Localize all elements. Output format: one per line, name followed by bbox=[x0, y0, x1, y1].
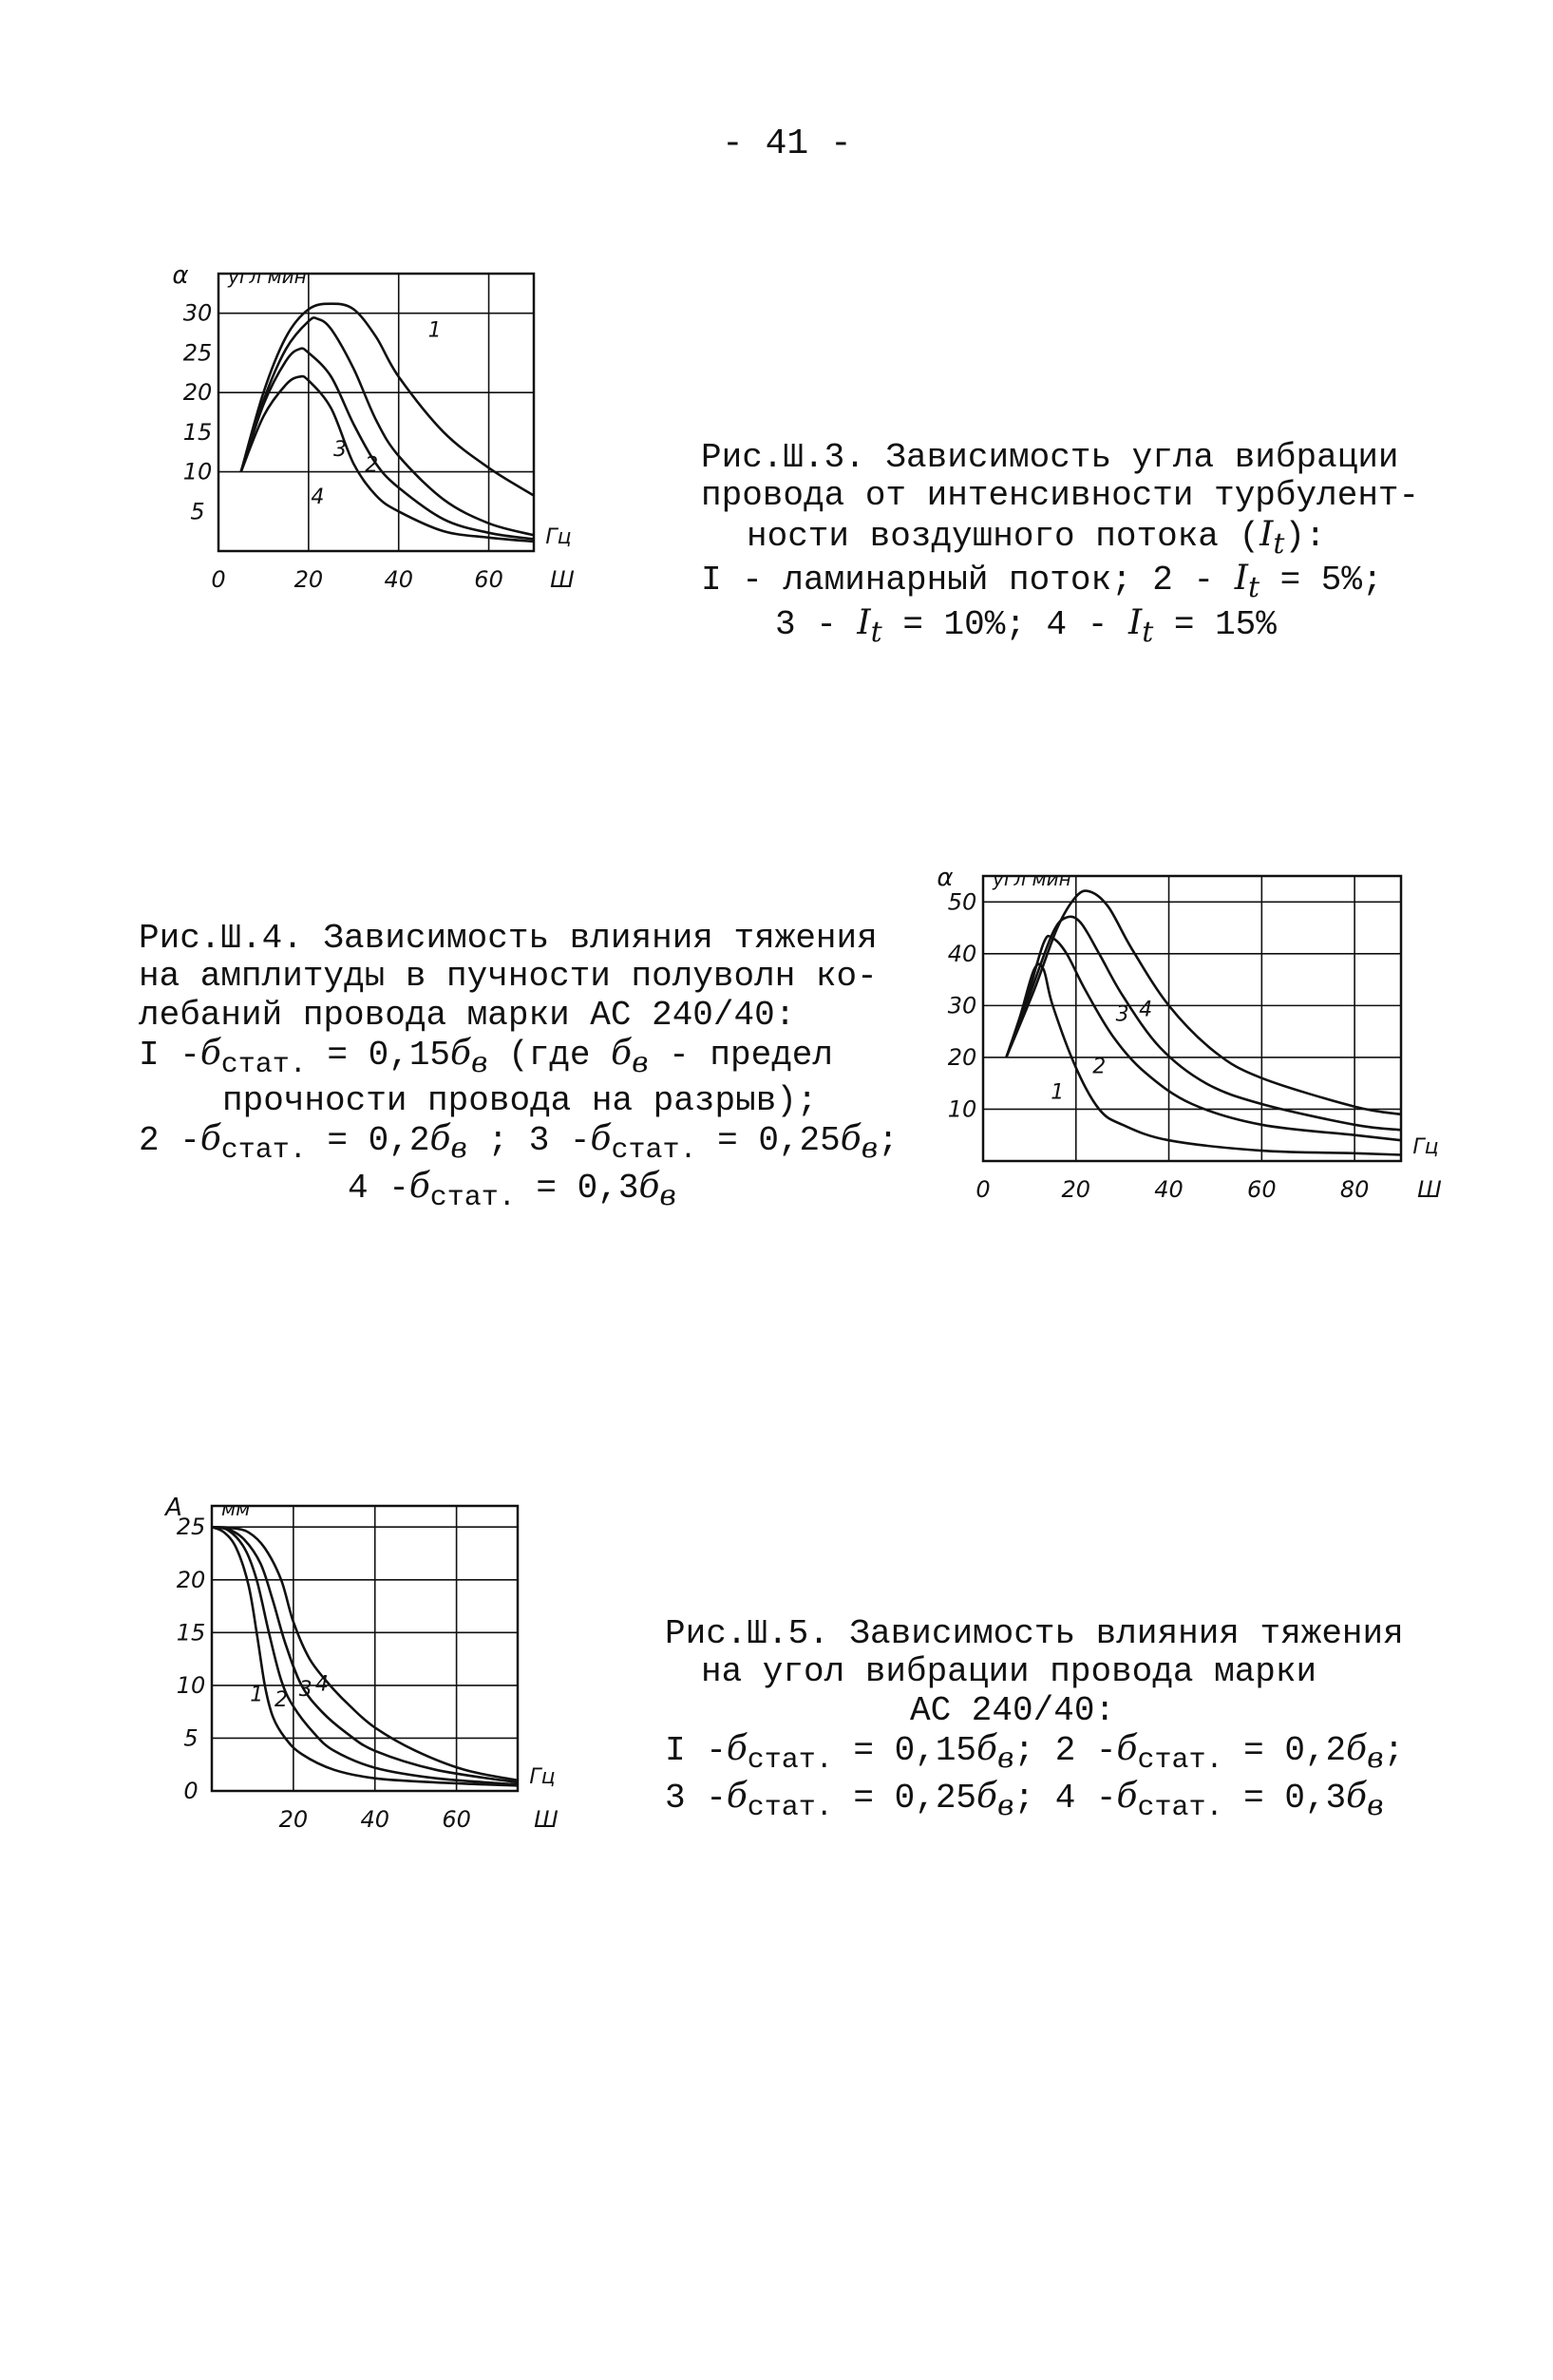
x-axis-symbol: Ш bbox=[550, 566, 575, 593]
series-label-4: 4 bbox=[1139, 998, 1153, 1022]
caption-fig5-title-1: Рис.Ш.5. Зависимость влияния тяжения bbox=[665, 1614, 1404, 1653]
series-label-1: 1 bbox=[250, 1683, 264, 1707]
chart-fig3 bbox=[161, 257, 655, 637]
series-line-4 bbox=[241, 376, 534, 542]
y-tick-label: 10 bbox=[947, 1095, 977, 1123]
x-tick-label: 0 bbox=[975, 1176, 991, 1203]
y-tick-label: 5 bbox=[190, 498, 205, 525]
series-label-2: 2 bbox=[274, 1688, 288, 1713]
series-label-4: 4 bbox=[311, 485, 325, 509]
x-tick-label: 60 bbox=[442, 1806, 471, 1833]
y-tick-label: 10 bbox=[182, 458, 213, 486]
y-tick-label: 25 bbox=[182, 339, 213, 367]
x-axis-symbol: Ш bbox=[534, 1806, 559, 1833]
y-axis-symbol: α bbox=[172, 261, 189, 290]
y-tick-label: 30 bbox=[182, 299, 213, 327]
plot-frame bbox=[983, 876, 1401, 1161]
series-label-3: 3 bbox=[333, 437, 348, 462]
x-tick-label: 40 bbox=[360, 1806, 390, 1833]
y-axis-symbol: α bbox=[937, 864, 954, 892]
x-axis-unit: Гц bbox=[529, 1765, 556, 1789]
y-axis-unit: угл мин bbox=[228, 265, 307, 288]
series-label-3: 3 bbox=[1115, 1002, 1129, 1027]
page-number: - 41 - bbox=[722, 124, 852, 164]
caption-fig5-legend-2: 3 $-б_{стат.} = 0,25б_в$; 4 $-б_{стат.} = 0,3б_в$ bbox=[665, 1776, 1384, 1824]
y-tick-label: 5 bbox=[183, 1724, 199, 1752]
caption-fig4-legend-3: 2 $-б_{стат.} = 0,2б_в$ ; 3 $-б_{стат.} = 0,25б_в$; bbox=[139, 1119, 899, 1168]
caption-fig3-legend-2: $3 - I_t = 10\%$; $4 - I_t = 15\%$ bbox=[775, 603, 1277, 650]
y-tick-label: 40 bbox=[947, 940, 977, 967]
caption-fig4-legend-4: 4 $-б_{стат.} = 0,3б_в$ bbox=[348, 1166, 676, 1214]
caption-fig3-title-1: Рис.Ш.3. Зависимость угла вибрации bbox=[701, 438, 1399, 477]
y-axis-symbol: A bbox=[165, 1494, 182, 1522]
y-tick-label: 50 bbox=[947, 888, 977, 916]
series-line-3 bbox=[1006, 917, 1401, 1131]
y-tick-label: 20 bbox=[947, 1043, 977, 1071]
caption-fig4-legend-2: прочности провода на разрыв); bbox=[222, 1080, 818, 1120]
plot-frame bbox=[212, 1506, 518, 1791]
series-label-3: 3 bbox=[298, 1678, 312, 1702]
y-tick-label: 25 bbox=[176, 1514, 206, 1541]
y-tick-label: 10 bbox=[176, 1671, 206, 1699]
x-tick-label: 80 bbox=[1339, 1176, 1370, 1203]
x-tick-label: 0 bbox=[211, 566, 226, 593]
caption-fig4-title-1: Рис.Ш.4. Зависимость влияния тяжения bbox=[139, 919, 878, 958]
y-tick-label: 15 bbox=[176, 1619, 206, 1647]
caption-fig4 bbox=[139, 920, 899, 1215]
series-line-3 bbox=[212, 1527, 518, 1782]
series-line-3 bbox=[241, 349, 534, 540]
x-axis-unit: Гц bbox=[1412, 1135, 1439, 1159]
caption-fig5-title-2: на угол вибрации провода марки bbox=[701, 1652, 1317, 1692]
y-tick-label: 0 bbox=[183, 1778, 199, 1804]
series-line-4 bbox=[212, 1527, 518, 1780]
series-label-1: 1 bbox=[427, 318, 442, 343]
caption-fig4-legend-1: I $-б_{стат.} = 0,15б_в$ (где $б_в$ - предел bbox=[139, 1033, 834, 1082]
y-tick-label: 15 bbox=[182, 418, 213, 446]
x-axis-symbol: Ш bbox=[1417, 1176, 1442, 1203]
y-tick-label: 20 bbox=[182, 379, 213, 407]
series-label-4: 4 bbox=[314, 1672, 329, 1697]
series-label-1: 1 bbox=[1051, 1080, 1065, 1105]
caption-fig5-legend-1: I $-б_{стат.} = 0,15б_в$; 2 $-б_{стат.} = 0,2б_в$; bbox=[665, 1728, 1405, 1778]
series-line-2 bbox=[241, 317, 534, 535]
caption-fig3-title-2: провода от интенсивности турбулент- bbox=[701, 476, 1420, 516]
x-axis-unit: Гц bbox=[545, 525, 572, 549]
y-tick-label: 30 bbox=[947, 992, 977, 1019]
caption-fig5-title-3: АС 240/40: bbox=[910, 1690, 1116, 1730]
series-label-2: 2 bbox=[1092, 1055, 1107, 1079]
series-line-1 bbox=[1006, 964, 1401, 1155]
caption-fig4-title-3: лебаний провода марки АС 240/40: bbox=[139, 995, 796, 1035]
chart-fig5 bbox=[147, 1454, 641, 1853]
chart-fig4 bbox=[926, 864, 1442, 1226]
x-tick-label: 40 bbox=[1154, 1176, 1184, 1203]
x-tick-label: 20 bbox=[1061, 1176, 1091, 1203]
series-line-1 bbox=[241, 304, 534, 496]
caption-fig5 bbox=[665, 1615, 1404, 1825]
caption-fig4-title-2: на амплитуды в пучности полуволн ко- bbox=[139, 957, 878, 997]
series-label-2: 2 bbox=[365, 453, 379, 478]
x-tick-label: 40 bbox=[384, 566, 413, 593]
caption-fig3-legend-1: I - ламинарный поток; $2 - I_t = 5\%$; bbox=[701, 559, 1383, 605]
x-tick-label: 20 bbox=[278, 1806, 309, 1833]
x-tick-label: 60 bbox=[1247, 1176, 1277, 1203]
caption-fig3-title-3: ности воздушного потока $(I_t)$: bbox=[747, 514, 1326, 561]
x-tick-label: 60 bbox=[474, 566, 503, 593]
x-tick-label: 20 bbox=[294, 566, 324, 593]
y-tick-label: 20 bbox=[176, 1566, 206, 1593]
y-axis-unit: угл мин bbox=[993, 867, 1071, 890]
caption-fig3 bbox=[701, 439, 1419, 649]
y-axis-unit: мм bbox=[221, 1497, 251, 1520]
